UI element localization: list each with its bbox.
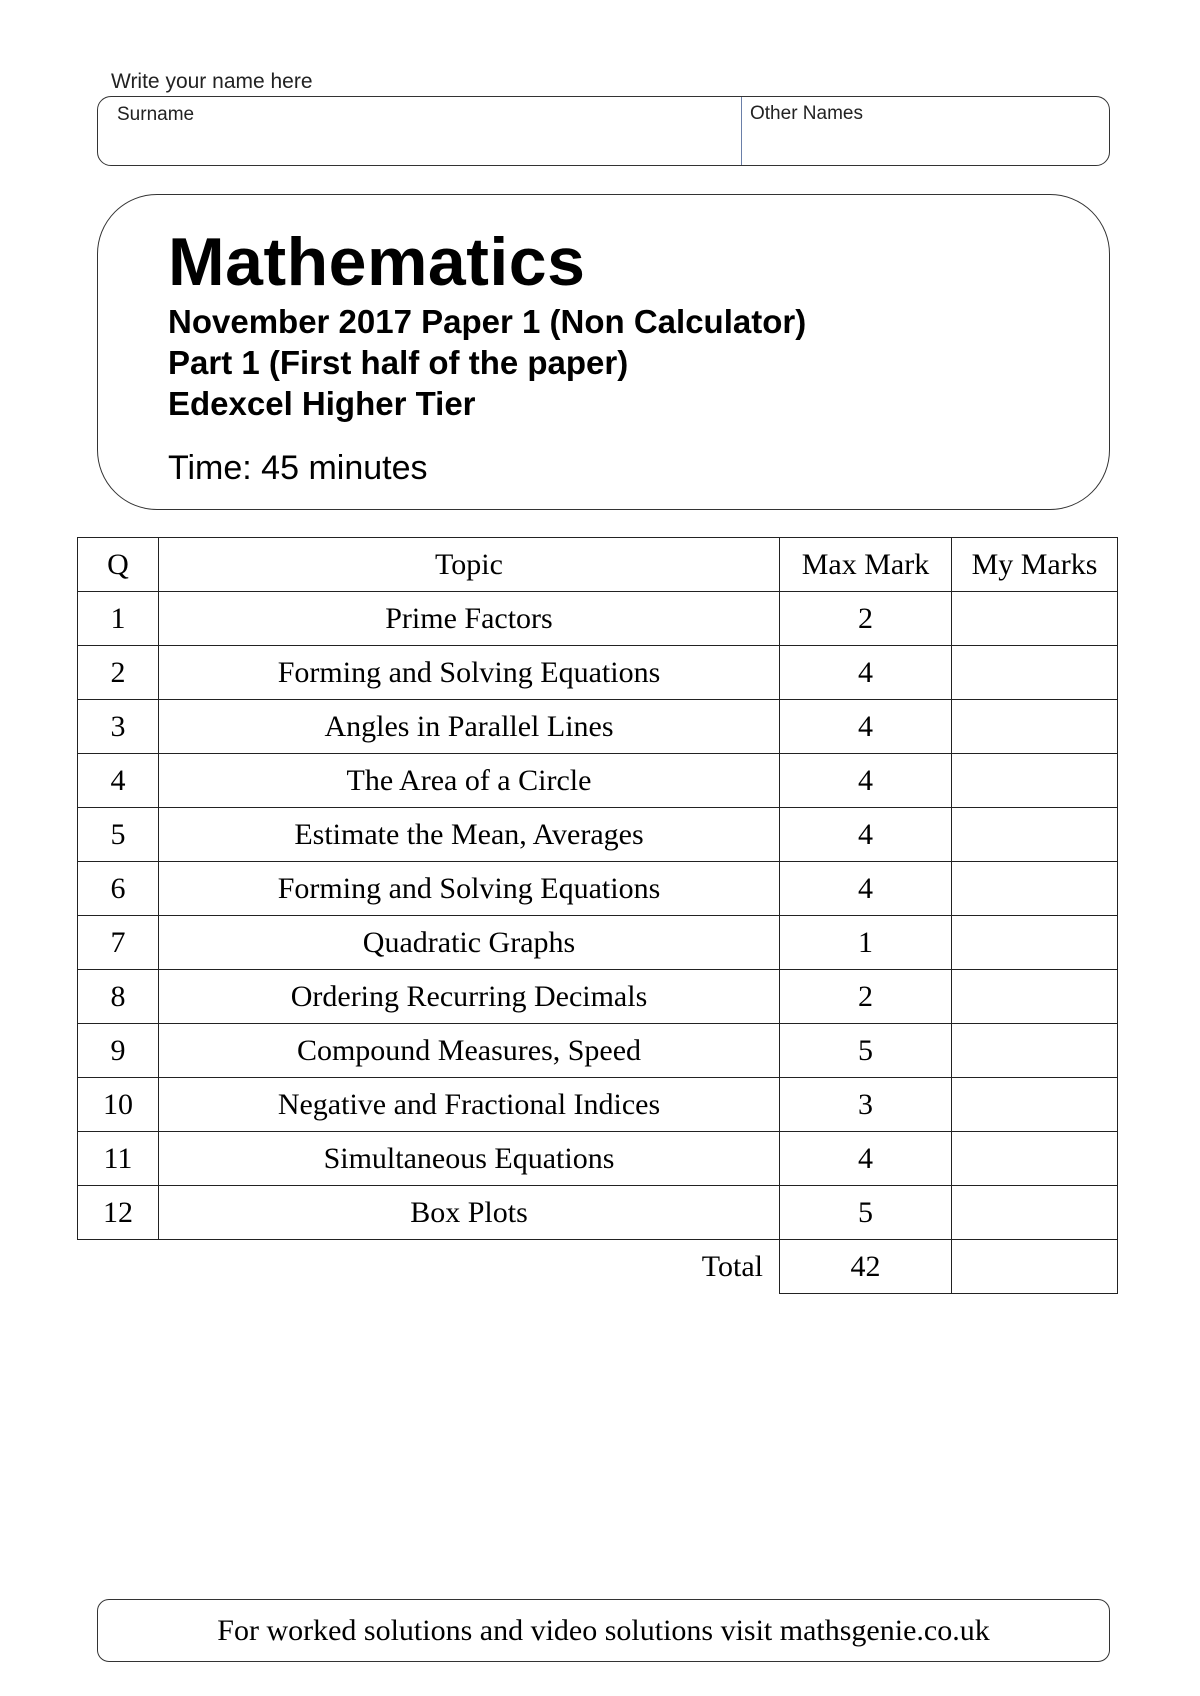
topic-cell: Box Plots xyxy=(159,1186,780,1240)
surname-label: Surname xyxy=(117,104,195,125)
table-row xyxy=(78,970,1118,1024)
topic-cell: Forming and Solving Equations xyxy=(159,646,780,700)
header-max-mark: Max Mark xyxy=(780,538,952,592)
topic-cell: Prime Factors xyxy=(159,592,780,646)
question-number: 5 xyxy=(78,808,159,862)
max-mark-cell: 3 xyxy=(780,1078,952,1132)
my-marks-cell[interactable] xyxy=(952,1186,1118,1240)
topic-cell: Compound Measures, Speed xyxy=(159,1024,780,1078)
max-mark-cell: 1 xyxy=(780,916,952,970)
question-number: 7 xyxy=(78,916,159,970)
question-number: 2 xyxy=(78,646,159,700)
topic-cell: Forming and Solving Equations xyxy=(159,862,780,916)
max-mark-cell: 2 xyxy=(780,970,952,1024)
table-row xyxy=(78,1078,1118,1132)
table-row xyxy=(78,646,1118,700)
paper-line: November 2017 Paper 1 (Non Calculator) xyxy=(168,303,807,340)
max-mark-cell: 4 xyxy=(780,646,952,700)
my-total-cell[interactable] xyxy=(952,1240,1118,1294)
my-marks-cell[interactable] xyxy=(952,592,1118,646)
question-number: 10 xyxy=(78,1078,159,1132)
max-mark-cell: 4 xyxy=(780,1132,952,1186)
max-mark-cell: 4 xyxy=(780,862,952,916)
my-marks-cell[interactable] xyxy=(952,970,1118,1024)
part-line: Part 1 (First half of the paper) xyxy=(168,344,629,381)
topic-cell: The Area of a Circle xyxy=(159,754,780,808)
max-mark-cell: 2 xyxy=(780,592,952,646)
my-marks-cell[interactable] xyxy=(952,808,1118,862)
question-number: 6 xyxy=(78,862,159,916)
table-row xyxy=(78,862,1118,916)
my-marks-cell[interactable] xyxy=(952,1132,1118,1186)
table-row xyxy=(78,1132,1118,1186)
title-box xyxy=(97,194,1110,510)
header-my-marks: My Marks xyxy=(952,538,1118,592)
header-q: Q xyxy=(78,538,159,592)
my-marks-cell[interactable] xyxy=(952,1024,1118,1078)
max-mark-cell: 4 xyxy=(780,754,952,808)
max-mark-cell: 4 xyxy=(780,700,952,754)
table-header-row xyxy=(78,538,1118,592)
topic-cell: Quadratic Graphs xyxy=(159,916,780,970)
tier-line: Edexcel Higher Tier xyxy=(168,385,476,422)
question-number: 12 xyxy=(78,1186,159,1240)
total-label: Total xyxy=(78,1240,780,1294)
header-topic: Topic xyxy=(159,538,780,592)
total-value: 42 xyxy=(780,1240,952,1294)
table-row xyxy=(78,1024,1118,1078)
footer-box xyxy=(97,1599,1110,1662)
topic-cell: Ordering Recurring Decimals xyxy=(159,970,780,1024)
table-row xyxy=(78,808,1118,862)
name-caption: Write your name here xyxy=(111,70,313,93)
my-marks-cell[interactable] xyxy=(952,916,1118,970)
my-marks-cell[interactable] xyxy=(952,700,1118,754)
max-mark-cell: 5 xyxy=(780,1024,952,1078)
question-number: 3 xyxy=(78,700,159,754)
max-mark-cell: 4 xyxy=(780,808,952,862)
topic-cell: Negative and Fractional Indices xyxy=(159,1078,780,1132)
table-row xyxy=(78,700,1118,754)
other-names-label: Other Names xyxy=(750,103,863,124)
total-row xyxy=(78,1240,1118,1294)
question-number: 11 xyxy=(78,1132,159,1186)
subject-title: Mathematics xyxy=(168,224,586,300)
footer-text: For worked solutions and video solutions visit mathsgenie.co.uk xyxy=(217,1613,990,1647)
topic-cell: Simultaneous Equations xyxy=(159,1132,780,1186)
table-row xyxy=(78,1186,1118,1240)
my-marks-cell[interactable] xyxy=(952,646,1118,700)
my-marks-cell[interactable] xyxy=(952,862,1118,916)
table-row xyxy=(78,592,1118,646)
question-number: 1 xyxy=(78,592,159,646)
time-allowed: Time: 45 minutes xyxy=(168,449,428,487)
table-row xyxy=(78,754,1118,808)
max-mark-cell: 5 xyxy=(780,1186,952,1240)
question-number: 4 xyxy=(78,754,159,808)
topic-cell: Angles in Parallel Lines xyxy=(159,700,780,754)
name-box xyxy=(97,96,1110,166)
question-number: 9 xyxy=(78,1024,159,1078)
my-marks-cell[interactable] xyxy=(952,754,1118,808)
question-number: 8 xyxy=(78,970,159,1024)
topic-cell: Estimate the Mean, Averages xyxy=(159,808,780,862)
name-divider xyxy=(741,97,742,165)
table-row xyxy=(78,916,1118,970)
marks-table xyxy=(77,537,1118,1294)
my-marks-cell[interactable] xyxy=(952,1078,1118,1132)
